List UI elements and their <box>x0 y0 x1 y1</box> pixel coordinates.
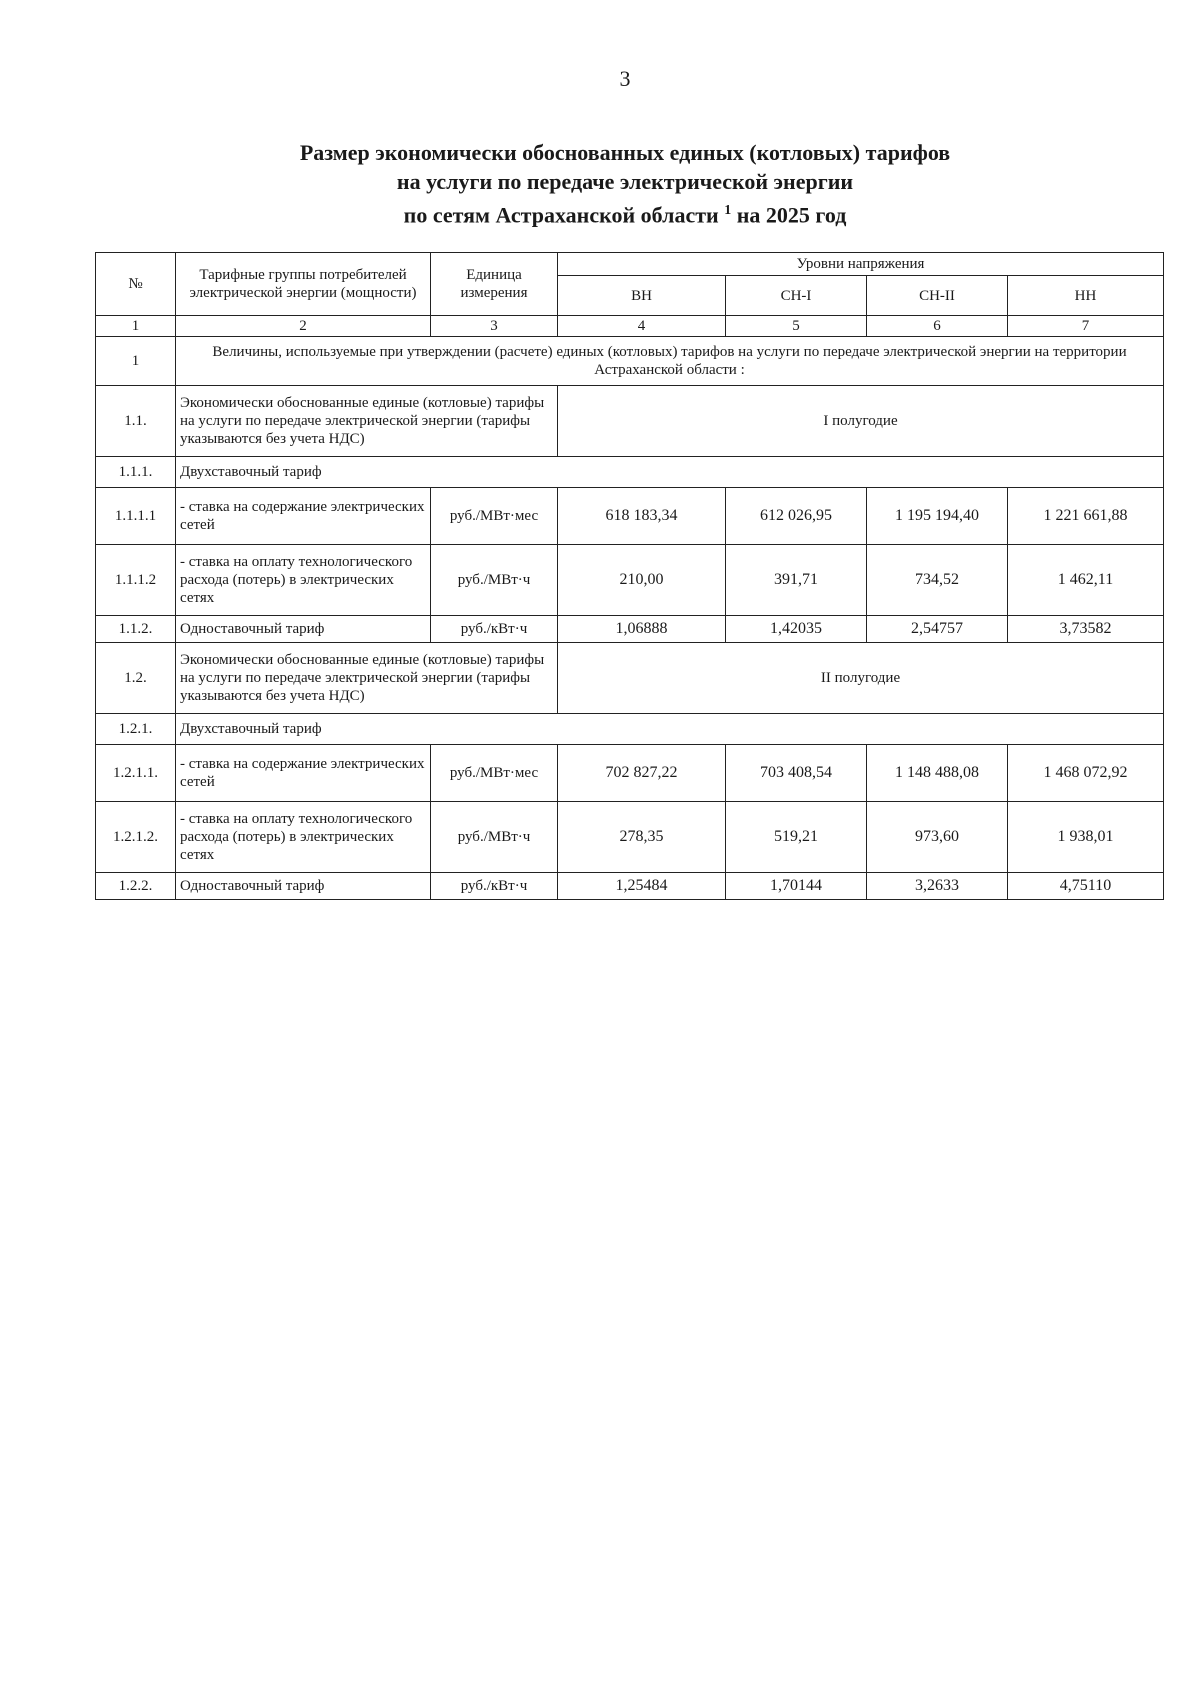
title-line-2: на услуги по передаче электрической энергии <box>396 169 854 194</box>
row-number: 1.1.2. <box>96 616 176 643</box>
title-line-1: Размер экономически обоснованных единых (котловых) тарифов <box>299 140 951 165</box>
col-number: 5 <box>726 316 867 337</box>
value-nn: 1 462,11 <box>1008 545 1164 616</box>
row-number: 1.1.1. <box>96 457 176 488</box>
two-rate-row <box>96 457 1164 488</box>
row-number: 1.1. <box>96 386 176 457</box>
value-sn1: 519,21 <box>726 802 867 873</box>
row-number: 1.2.1. <box>96 714 176 745</box>
row-number: 1.1.1.1 <box>96 488 176 545</box>
row-description: Одноставочный тариф <box>176 616 431 643</box>
table-row <box>96 545 1164 616</box>
col-number: 3 <box>431 316 558 337</box>
document-title <box>200 138 1050 229</box>
value-sn2: 2,54757 <box>867 616 1008 643</box>
row-number: 1.2.1.2. <box>96 802 176 873</box>
row-unit: руб./МВт·ч <box>431 545 558 616</box>
row-description: - ставка на содержание электрических сетей <box>176 488 431 545</box>
col-number: 7 <box>1008 316 1164 337</box>
block-1-1-row <box>96 386 1164 457</box>
block-1-1-text: Экономически обоснованные единые (котловые) тарифы на услуги по передаче электрической энергии (тарифы указываются без учета НДС) <box>176 386 558 457</box>
row-description: Одноставочный тариф <box>176 873 431 900</box>
value-nn: 1 468 072,92 <box>1008 745 1164 802</box>
value-sn1: 703 408,54 <box>726 745 867 802</box>
row-description: - ставка на оплату технологического расхода (потерь) в электрических сетях <box>176 545 431 616</box>
value-nn: 1 221 661,88 <box>1008 488 1164 545</box>
two-rate-label: Двухставочный тариф <box>176 457 1164 488</box>
section-1-text: Величины, используемые при утверждении (расчете) единых (котловых) тарифов на услуги по передаче электрической энергии на территории Астраханской области : <box>176 337 1164 386</box>
row-unit: руб./МВт·мес <box>431 745 558 802</box>
table-row <box>96 802 1164 873</box>
tariff-table <box>95 252 1164 900</box>
row-number: 1 <box>96 337 176 386</box>
header-tariff-groups: Тарифные группы потребителей электрической энергии (мощности) <box>176 253 431 316</box>
col-number: 4 <box>558 316 726 337</box>
value-sn1: 391,71 <box>726 545 867 616</box>
block-1-2-row <box>96 643 1164 714</box>
title-line-3-end: на 2025 год <box>731 202 847 228</box>
header-sn2: СН-II <box>867 276 1008 316</box>
value-nn: 4,75110 <box>1008 873 1164 900</box>
value-vn: 1,25484 <box>558 873 726 900</box>
value-vn: 210,00 <box>558 545 726 616</box>
value-nn: 1 938,01 <box>1008 802 1164 873</box>
value-sn2: 734,52 <box>867 545 1008 616</box>
col-number: 1 <box>96 316 176 337</box>
table-row <box>96 745 1164 802</box>
row-unit: руб./кВт·ч <box>431 616 558 643</box>
value-sn1: 612 026,95 <box>726 488 867 545</box>
col-number: 2 <box>176 316 431 337</box>
value-sn1: 1,42035 <box>726 616 867 643</box>
value-sn2: 1 148 488,08 <box>867 745 1008 802</box>
title-line-3 <box>200 196 1050 229</box>
value-vn: 702 827,22 <box>558 745 726 802</box>
value-sn1: 1,70144 <box>726 873 867 900</box>
header-number: № <box>96 253 176 316</box>
value-nn: 3,73582 <box>1008 616 1164 643</box>
row-number: 1.2.1.1. <box>96 745 176 802</box>
row-unit: руб./кВт·ч <box>431 873 558 900</box>
row-unit: руб./МВт·мес <box>431 488 558 545</box>
block-1-2-text: Экономически обоснованные единые (котловые) тарифы на услуги по передаче электрической энергии (тарифы указываются без учета НДС) <box>176 643 558 714</box>
value-vn: 618 183,34 <box>558 488 726 545</box>
row-description: - ставка на содержание электрических сетей <box>176 745 431 802</box>
title-line-3-start: по сетям Астраханской области <box>403 202 725 228</box>
header-vn: ВН <box>558 276 726 316</box>
column-numbers-row <box>96 316 1164 337</box>
header-nn: НН <box>1008 276 1164 316</box>
value-vn: 278,35 <box>558 802 726 873</box>
header-sn1: СН-I <box>726 276 867 316</box>
period-first-half: I полугодие <box>558 386 1164 457</box>
header-voltage-levels: Уровни напряжения <box>558 253 1164 276</box>
two-rate-row <box>96 714 1164 745</box>
section-1-row <box>96 337 1164 386</box>
footnote-mark: 1 <box>724 203 732 218</box>
table-row <box>96 488 1164 545</box>
row-number: 1.1.1.2 <box>96 545 176 616</box>
table-row <box>96 616 1164 643</box>
value-sn2: 973,60 <box>867 802 1008 873</box>
row-number: 1.2. <box>96 643 176 714</box>
row-number: 1.2.2. <box>96 873 176 900</box>
value-sn2: 1 195 194,40 <box>867 488 1008 545</box>
col-number: 6 <box>867 316 1008 337</box>
value-sn2: 3,2633 <box>867 873 1008 900</box>
header-row <box>96 253 1164 276</box>
value-vn: 1,06888 <box>558 616 726 643</box>
page-number: 3 <box>619 66 631 91</box>
table-row <box>96 873 1164 900</box>
row-unit: руб./МВт·ч <box>431 802 558 873</box>
period-second-half: II полугодие <box>558 643 1164 714</box>
row-description: - ставка на оплату технологического расхода (потерь) в электрических сетях <box>176 802 431 873</box>
header-unit: Единица измерения <box>431 253 558 316</box>
two-rate-label: Двухставочный тариф <box>176 714 1164 745</box>
